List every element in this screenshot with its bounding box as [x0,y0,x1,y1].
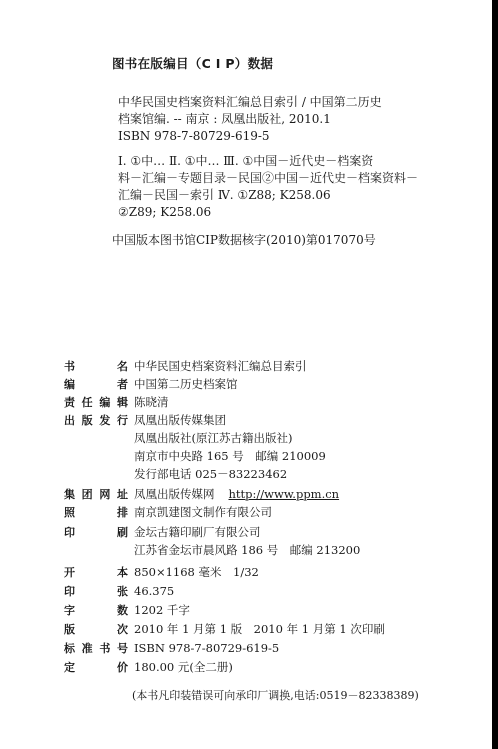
cip-line-3: ISBN 978-7-80729-619-5 [118,129,270,143]
value-publisher-2: 凤凰出版社(原江苏古籍出版社) [134,431,293,445]
label-char: 价 [117,661,128,674]
cip-title: 图书在版编目（C I P）数据 [112,56,274,71]
label-editor [64,376,128,392]
value-printing-1: 金坛古籍印刷厂有限公司 [134,525,261,539]
value-sheets: 46.375 [134,584,175,598]
label-char: 辑 [116,396,128,409]
value-format: 850×1168 毫米 1/32 [134,565,259,579]
label-char: 者 [117,378,128,391]
row-printing [64,524,261,540]
label-char: 址 [116,488,128,501]
label-char: 编 [64,378,75,391]
label-char: 版 [64,623,75,636]
row-publisher [64,412,226,428]
cip-line-1: 中华民国史档案资料汇编总目索引 / 中国第二历史 [118,95,382,109]
row-format [64,564,259,580]
value-responsible-editor: 陈晓清 [134,395,169,409]
row-book-title [64,358,307,374]
label-char: 排 [117,506,128,519]
label-char: 张 [117,585,128,598]
value-word-count: 1202 千字 [134,603,190,617]
value-price: 180.00 元(全二册) [134,660,233,674]
cip-number-line: 中国版本图书馆CIP数据核字(2010)第017070号 [112,233,376,247]
website-link[interactable]: http://www.ppm.cn [228,487,340,501]
label-char: 集 [64,488,75,501]
label-char: 责 [64,396,75,409]
label-edition [64,621,128,637]
label-price [64,659,128,675]
label-char: 任 [81,396,93,409]
label-char: 数 [117,604,128,617]
label-char: 出 [64,414,75,427]
label-printing [64,524,128,540]
label-char: 照 [64,506,75,519]
value-publisher-1: 凤凰出版传媒集团 [134,413,226,427]
label-group-website [64,486,128,502]
label-char: 定 [64,661,75,674]
label-char: 编 [99,396,111,409]
label-char: 准 [81,642,93,655]
label-book-title [64,358,128,374]
label-char: 印 [64,585,75,598]
label-word-count [64,602,128,618]
row-edition [64,621,385,637]
page-edge [492,0,498,749]
label-sheets [64,583,128,599]
value-isbn: ISBN 978-7-80729-619-5 [134,641,280,655]
label-char: 字 [64,604,75,617]
value-typesetting: 南京凯建图文制作有限公司 [134,505,272,519]
row-isbn [64,640,279,656]
cip-line-2: 档案馆编. -- 南京 : 凤凰出版社, 2010.1 [118,112,331,126]
row-group-website [64,486,339,502]
value-group-website: 凤凰出版传媒网 [134,487,215,501]
label-char: 本 [117,566,128,579]
value-editor: 中国第二历史档案馆 [134,377,238,391]
row-sheets [64,583,174,599]
label-responsible-editor [64,394,128,410]
value-printing-2: 江苏省金坛市晨风路 186 号 邮编 213200 [134,543,361,557]
value-book-title: 中华民国史档案资料汇编总目索引 [134,359,307,373]
label-char: 团 [81,488,93,501]
label-char: 开 [64,566,75,579]
value-publisher-3: 南京市中央路 165 号 邮编 210009 [134,449,326,463]
label-char: 次 [117,623,128,636]
value-edition: 2010 年 1 月第 1 版 2010 年 1 月第 1 次印刷 [134,622,385,636]
row-typesetting [64,504,272,520]
row-price [64,659,233,675]
label-char: 行 [116,414,128,427]
cip-class-line-2: 料－汇编－专题目录－民国②中国－近代史－档案资料－ [118,171,419,185]
cip-class-line-4: ②Z89; K258.06 [118,205,212,219]
label-publisher [64,412,128,428]
row-responsible-editor [64,394,169,410]
label-char: 版 [81,414,93,427]
label-isbn [64,640,128,656]
label-char: 印 [64,526,75,539]
label-char: 刷 [117,526,128,539]
label-char: 网 [99,488,111,501]
value-publisher-4: 发行部电话 025－83223462 [134,467,288,481]
cip-class-line-3: 汇编－民国－索引 Ⅳ. ①Z88; K258.06 [118,188,331,202]
cip-class-line-1: Ⅰ. ①中… Ⅱ. ①中… Ⅲ. ①中国－近代史－档案资 [118,154,374,168]
label-char: 号 [116,642,128,655]
label-char: 书 [64,360,75,373]
label-char: 书 [99,642,111,655]
printing-error-note: (本书凡印装错误可向承印厂调换,电话:0519－82338389) [132,689,419,702]
label-typesetting [64,504,128,520]
row-editor [64,376,238,392]
label-char: 名 [117,360,128,373]
label-format [64,564,128,580]
label-char: 发 [99,414,111,427]
label-char: 标 [64,642,75,655]
row-word-count [64,602,190,618]
